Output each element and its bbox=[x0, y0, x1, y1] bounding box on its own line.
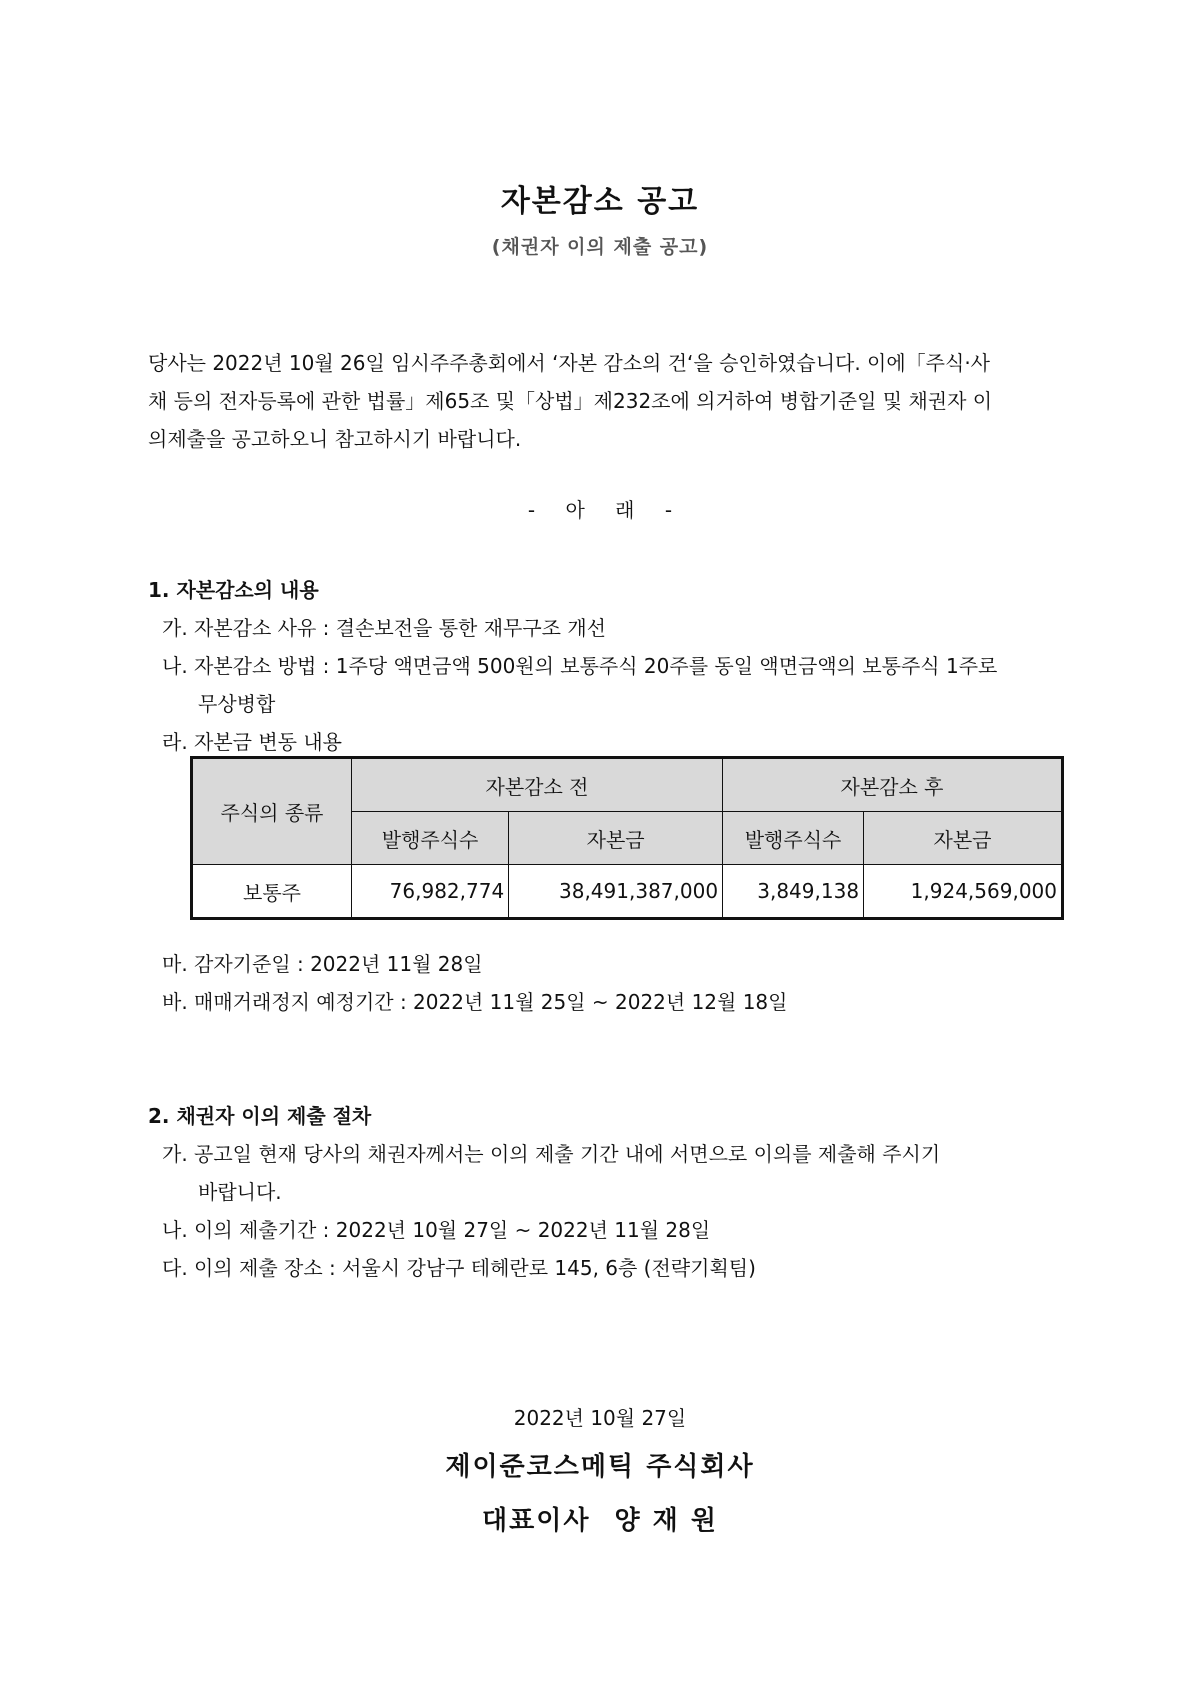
section1-item-ma: 마. 감자기준일 : 2022년 11월 28일 bbox=[162, 952, 483, 976]
ceo-signature-line bbox=[0, 1500, 1200, 1537]
header-stock-type: 주식의 종류 bbox=[192, 758, 352, 865]
section1-item-ga: 가. 자본감소 사유 : 결손보전을 통한 재무구조 개선 bbox=[162, 616, 606, 640]
notice-date: 2022년 10월 27일 bbox=[513, 1406, 687, 1430]
section1-item-ba: 바. 매매거래정지 예정기간 : 2022년 11월 25일 ~ 2022년 12월 18일 bbox=[162, 990, 788, 1014]
notice-subtitle: (채권자 이의 제출 공고) bbox=[491, 236, 709, 258]
intro-paragraph bbox=[148, 344, 1068, 458]
section1-item-na: 나. 자본감소 방법 : 1주당 액면금액 500원의 보통주식 20주를 동일 액면금액의 보통주식 1주로 bbox=[162, 654, 998, 678]
section1-item-na-cont: 무상병합 bbox=[198, 692, 276, 716]
capital-change-table bbox=[190, 756, 1064, 920]
table-row bbox=[192, 865, 1063, 919]
notice-title: 자본감소 공고 bbox=[500, 184, 700, 219]
intro-line-2: 채 등의 전자등록에 관한 법률」제65조 및「상법」제232조에 의거하여 병합기준일 및 채권자 이 bbox=[148, 389, 993, 413]
header-after-reduction: 자본감소 후 bbox=[723, 758, 1063, 812]
section2-item-ga: 가. 공고일 현재 당사의 채권자께서는 이의 제출 기간 내에 서면으로 이의를 제출해 주시기 bbox=[162, 1142, 941, 1166]
row-stock-type: 보통주 bbox=[192, 865, 352, 919]
header-after-shares: 발행주식수 bbox=[723, 812, 864, 865]
intro-line-3: 의제출을 공고하오니 참고하시기 바랍니다. bbox=[148, 427, 522, 451]
header-before-shares: 발행주식수 bbox=[352, 812, 509, 865]
after-shares-value: 3,849,138 bbox=[723, 865, 864, 919]
before-capital-value: 38,491,387,000 bbox=[509, 865, 723, 919]
after-capital-value: 1,924,569,000 bbox=[864, 865, 1063, 919]
company-name: 제이준코스메틱 주식회사 bbox=[445, 1452, 755, 1482]
section2-item-da: 다. 이의 제출 장소 : 서울시 강남구 테헤란로 145, 6층 (전략기획팀) bbox=[162, 1256, 756, 1280]
header-after-capital: 자본금 bbox=[864, 812, 1063, 865]
before-shares-value: 76,982,774 bbox=[352, 865, 509, 919]
header-before-reduction: 자본감소 전 bbox=[352, 758, 723, 812]
header-before-capital: 자본금 bbox=[509, 812, 723, 865]
ceo-name: 양 재 원 bbox=[614, 1506, 718, 1536]
intro-line-1: 당사는 2022년 10월 26일 임시주주총회에서 ‘자본 감소의 건‘을 승인하였습니다. 이에「주식·사 bbox=[148, 351, 991, 375]
ceo-title: 대표이사 bbox=[482, 1506, 591, 1536]
section2-heading: 2. 채권자 이의 제출 절차 bbox=[148, 1104, 372, 1128]
section2-item-na: 나. 이의 제출기간 : 2022년 10월 27일 ~ 2022년 11월 28일 bbox=[162, 1218, 711, 1242]
details-divider-label: - 아 래 - bbox=[527, 498, 673, 522]
section2-item-ga-cont: 바랍니다. bbox=[198, 1180, 282, 1204]
section1-heading: 1. 자본감소의 내용 bbox=[148, 578, 319, 602]
section1-item-ra: 라. 자본금 변동 내용 bbox=[162, 730, 342, 754]
